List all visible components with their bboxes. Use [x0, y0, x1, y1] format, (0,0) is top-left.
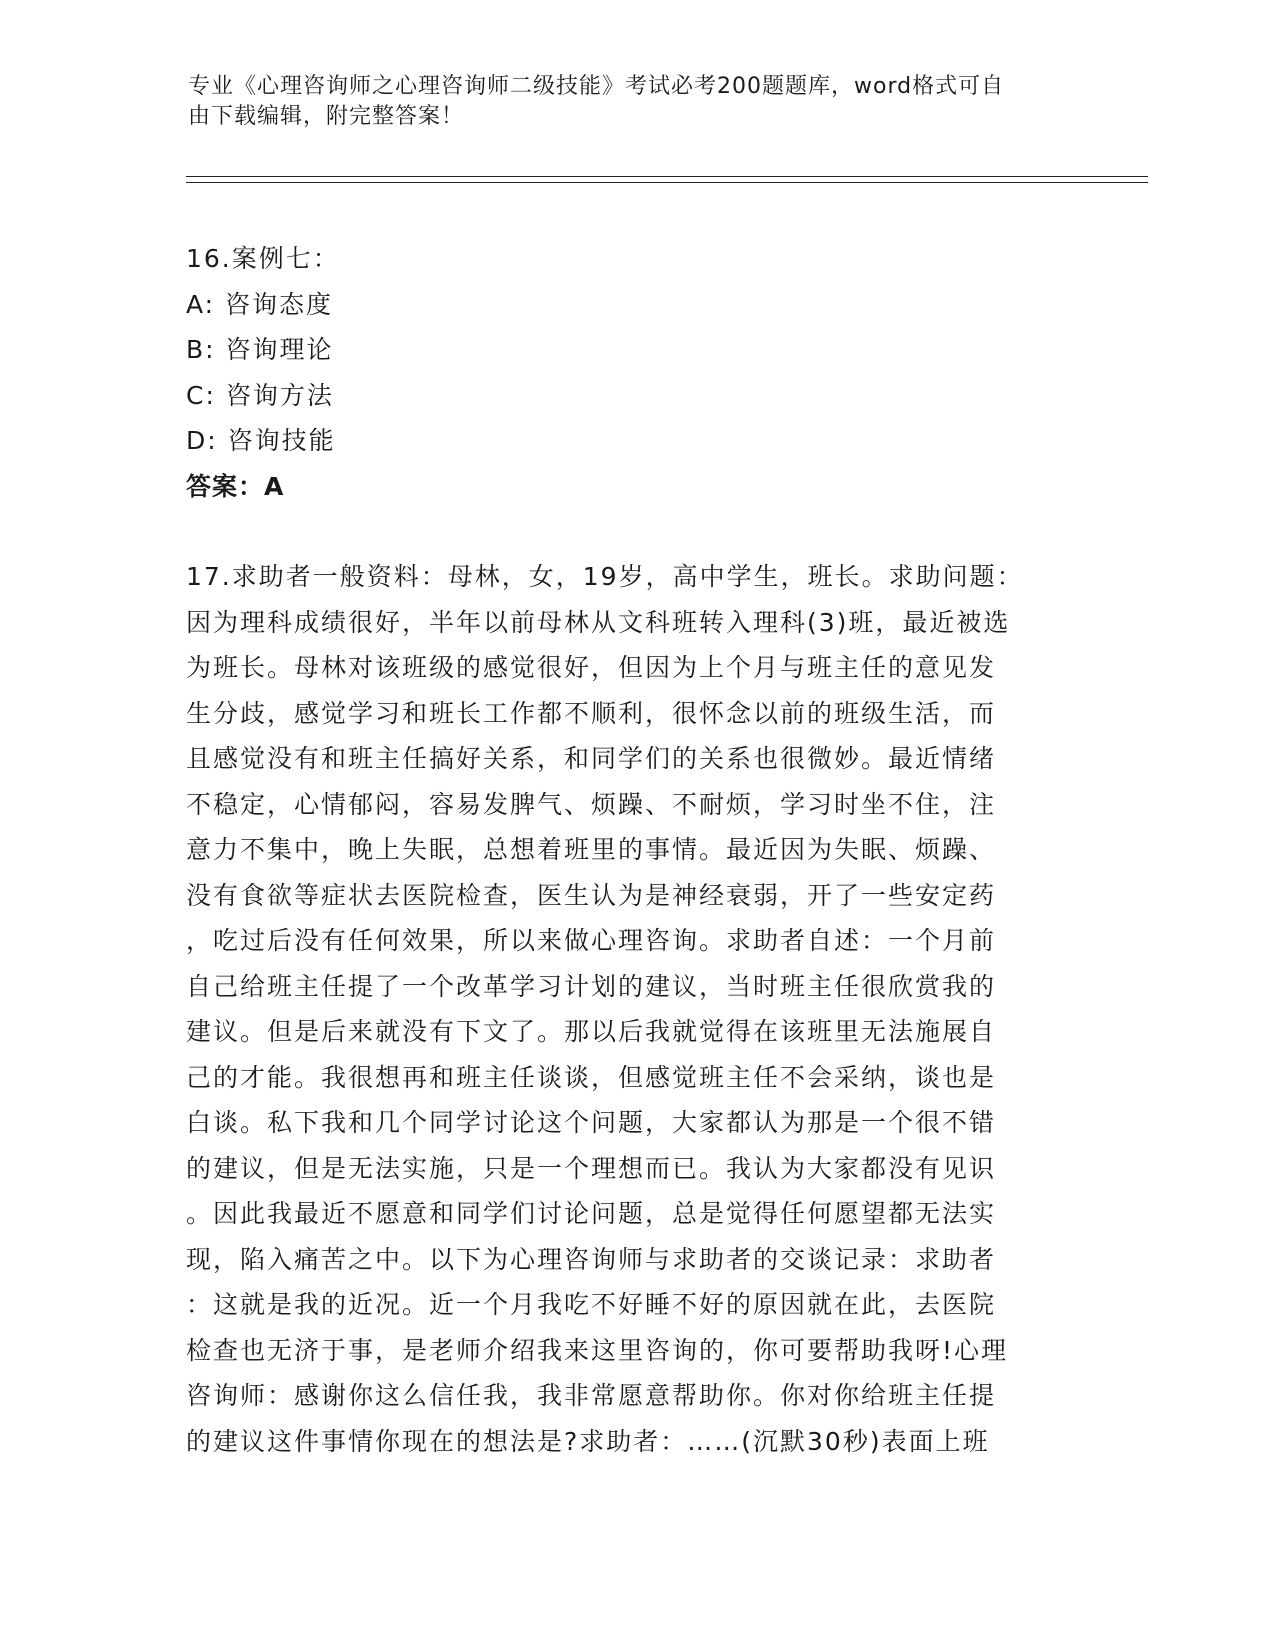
question-text-line: 因为理科成绩很好，半年以前母林从文科班转入理科(3)班，最近被选 — [186, 607, 1011, 637]
question-text-line: 己的才能。我很想再和班主任谈谈，但感觉班主任不会采纳，谈也是 — [186, 1062, 997, 1092]
header-divider-bottom — [186, 182, 1148, 183]
question-text-line: 。因此我最近不愿意和同学们讨论问题，总是觉得任何愿望都无法实 — [186, 1199, 997, 1228]
question-17 — [186, 554, 1076, 1464]
question-text-line: 的建议，但是无法实施，只是一个理想而已。我认为大家都没有见识 — [186, 1153, 997, 1183]
question-text-line: 意力不集中，晚上失眠，总想着班里的事情。最近因为失眠、烦躁、 — [186, 835, 997, 864]
question-text-line: ，吃过后没有任何效果，所以来做心理咨询。求助者自述：一个月前 — [186, 926, 997, 955]
question-text-line: 且感觉没有和班主任搞好关系，和同学们的关系也很微妙。最近情绪 — [186, 744, 997, 773]
question-text-line: 白谈。私下我和几个同学讨论这个问题，大家都认为那是一个很不错 — [186, 1108, 997, 1137]
question-text-line: 17.求助者一般资料：母林，女，19岁，高中学生，班长。求助问题： — [186, 562, 1024, 591]
question-text-line: 检查也无济于事，是老师介绍我来这里咨询的，你可要帮助我呀!心理 — [186, 1335, 1009, 1365]
question-text-line: 建议。但是后来就没有下文了。那以后我就觉得在该班里无法施展自 — [186, 1017, 997, 1046]
question-text-line: 没有食欲等症状去医院检查，医生认为是神经衰弱，开了一些安定药 — [186, 880, 997, 910]
question-text-line: ：这就是我的近况。近一个月我吃不好睡不好的原因就在此，去医院 — [186, 1290, 997, 1319]
question-stem: 16.案例七： — [186, 244, 340, 273]
header-divider-top — [186, 176, 1148, 177]
question-16 — [186, 236, 1076, 509]
option-a: A: 咨询态度 — [186, 289, 334, 319]
question-text-line: 生分歧，感觉学习和班长工作都不顺利，很怀念以前的班级生活，而 — [186, 698, 997, 728]
question-text-line: 现，陷入痛苦之中。以下为心理咨询师与求助者的交谈记录：求助者 — [186, 1244, 997, 1274]
question-text-line: 的建议这件事情你现在的想法是?求助者：……(沉默30秒)表面上班 — [186, 1426, 990, 1456]
option-d: D: 咨询技能 — [186, 426, 336, 455]
option-b: B: 咨询理论 — [186, 335, 334, 364]
option-c: C: 咨询方法 — [186, 380, 334, 410]
header-line-2: 由下载编辑，附完整答案！ — [188, 104, 465, 129]
answer-line: 答案：A — [186, 471, 285, 501]
header-line-1: 专业《心理咨询师之心理咨询师二级技能》考试必考200题题库，word格式可自 — [188, 74, 1005, 99]
question-text-line: 不稳定，心情郁闷，容易发脾气、烦躁、不耐烦，学习时坐不住，注 — [186, 789, 997, 819]
question-text-line: 咨询师：感谢你这么信任我，我非常愿意帮助你。你对你给班主任提 — [186, 1381, 997, 1410]
question-text-line: 为班长。母林对该班级的感觉很好，但因为上个月与班主任的意见发 — [186, 653, 997, 682]
document-header — [188, 72, 1068, 132]
question-text-line: 自己给班主任提了一个改革学习计划的建议，当时班主任很欣赏我的 — [186, 971, 997, 1001]
